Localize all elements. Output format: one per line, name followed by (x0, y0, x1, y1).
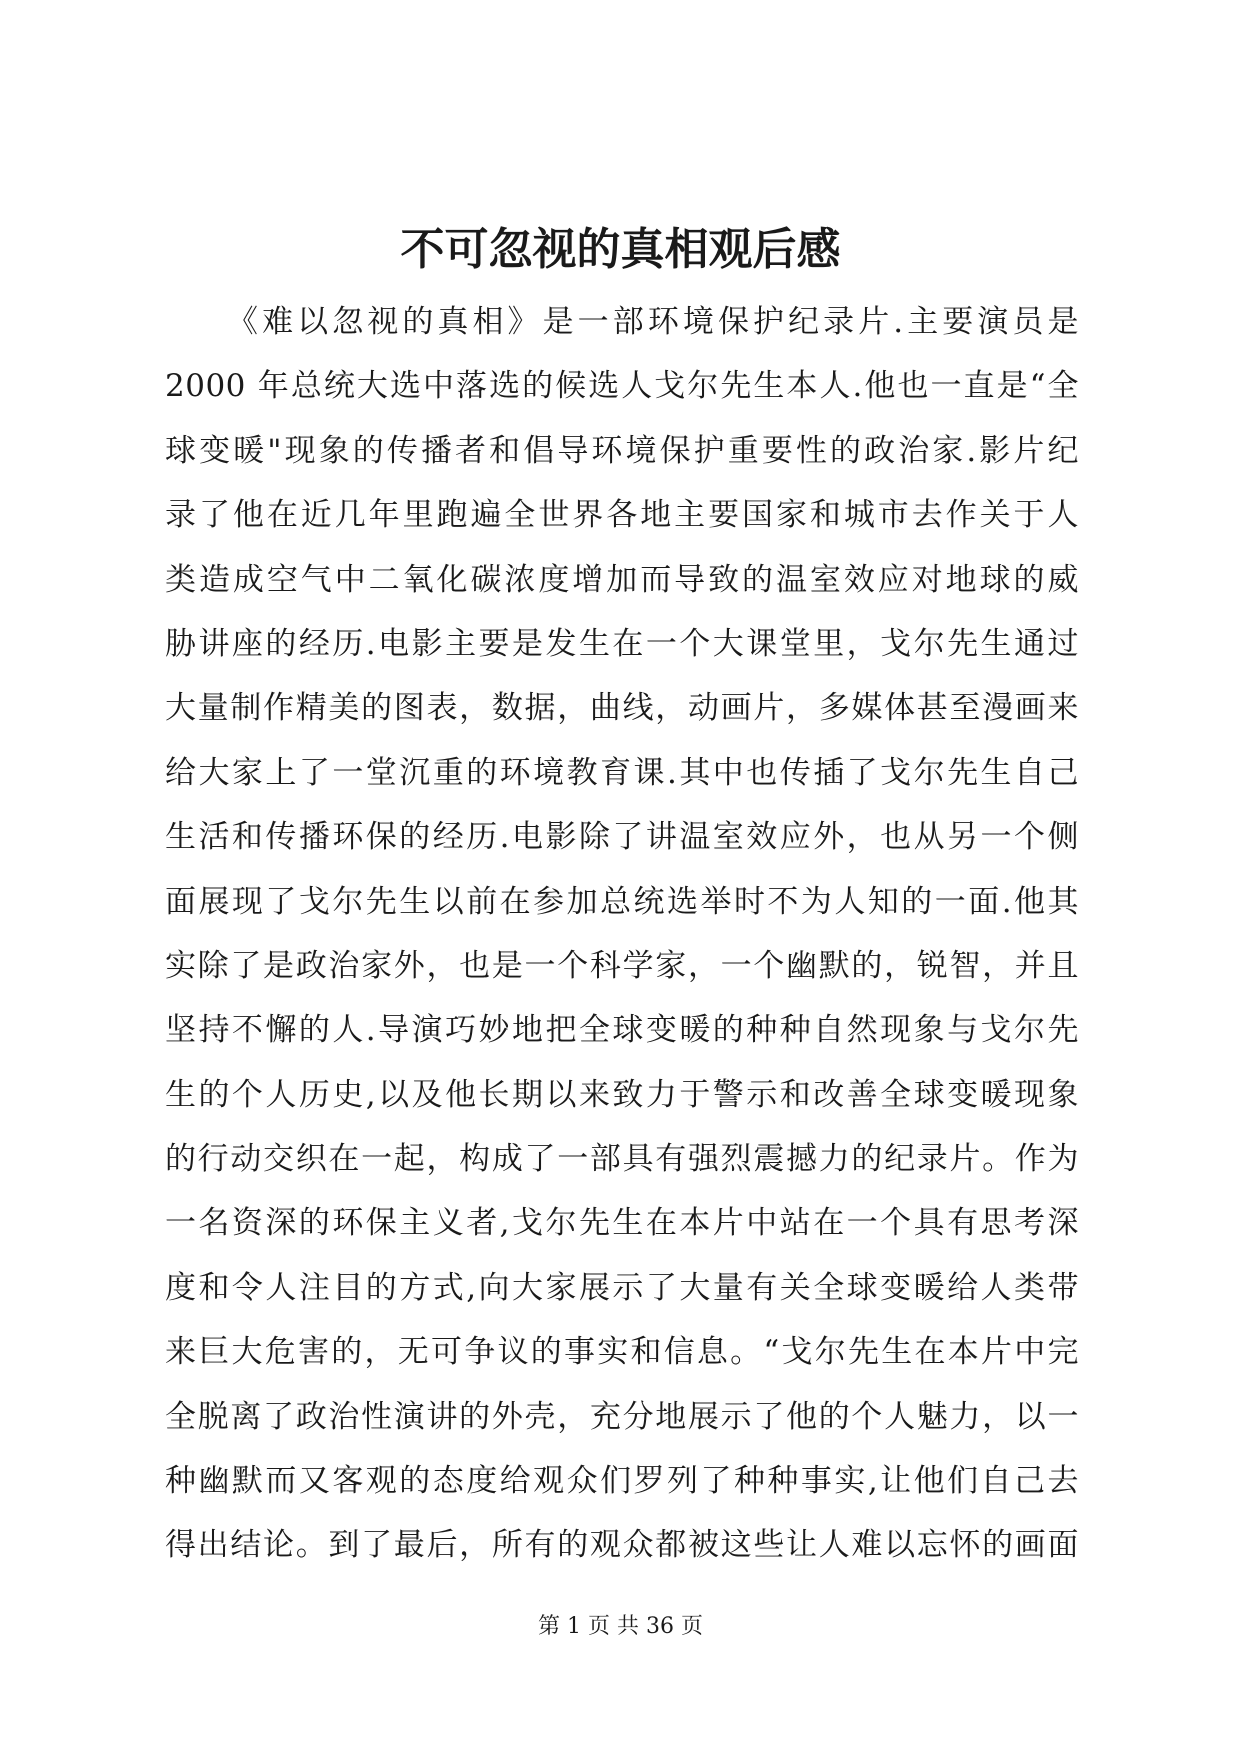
text-line: 全脱离了政治性演讲的外壳，充分地展示了他的个人魅力，以一 (165, 1398, 1079, 1435)
text-line: 大量制作精美的图表，数据，曲线，动画片，多媒体甚至漫画来 (165, 690, 1079, 727)
text-line: 生的个人历史,以及他长期以来致力于警示和改善全球变暖现象 (165, 1076, 1079, 1113)
page-number: 第 1 页 共 36 页 (538, 1614, 703, 1639)
text-line: 的行动交织在一起，构成了一部具有强烈震撼力的纪录片。作为 (165, 1141, 1079, 1178)
text-line: 坚持不懈的人.导演巧妙地把全球变暖的种种自然现象与戈尔先 (165, 1012, 1079, 1049)
text-line: 实除了是政治家外，也是一个科学家，一个幽默的，锐智，并且 (165, 947, 1079, 984)
text-line: 来巨大危害的，无可争议的事实和信息。“戈尔先生在本片中完 (165, 1334, 1079, 1371)
body-text (165, 290, 1079, 1578)
text-line: 球变暖"现象的传播者和倡导环境保护重要性的政治家.影片纪 (165, 432, 1079, 469)
text-line: 给大家上了一堂沉重的环境教育课.其中也传插了戈尔先生自己 (165, 754, 1079, 791)
text-line: 胁讲座的经历.电影主要是发生在一个大课堂里，戈尔先生通过 (165, 625, 1079, 662)
text-line: 《难以忽视的真相》是一部环境保护纪录片.主要演员是 (227, 304, 1079, 340)
document-title: 不可忽视的真相观后感 (400, 224, 841, 275)
text-line: 得出结论。到了最后，所有的观众都被这些让人难以忘怀的画面 (165, 1527, 1079, 1564)
text-line: 生活和传播环保的经历.电影除了讲温室效应外，也从另一个侧 (165, 819, 1079, 856)
text-line: 种幽默而又客观的态度给观众们罗列了种种事实,让他们自己去 (165, 1463, 1079, 1500)
text-line: 类造成空气中二氧化碳浓度增加而导致的温室效应对地球的威 (165, 561, 1079, 598)
text-line: 录了他在近几年里跑遍全世界各地主要国家和城市去作关于人 (165, 497, 1079, 534)
text-line: 面展现了戈尔先生以前在参加总统选举时不为人知的一面.他其 (165, 883, 1079, 920)
text-line: 2000 年总统大选中落选的候选人戈尔先生本人.他也一直是“全 (165, 368, 1079, 405)
text-line: 一名资深的环保主义者,戈尔先生在本片中站在一个具有思考深 (165, 1205, 1079, 1242)
text-line: 度和令人注目的方式,向大家展示了大量有关全球变暖给人类带 (165, 1269, 1079, 1306)
